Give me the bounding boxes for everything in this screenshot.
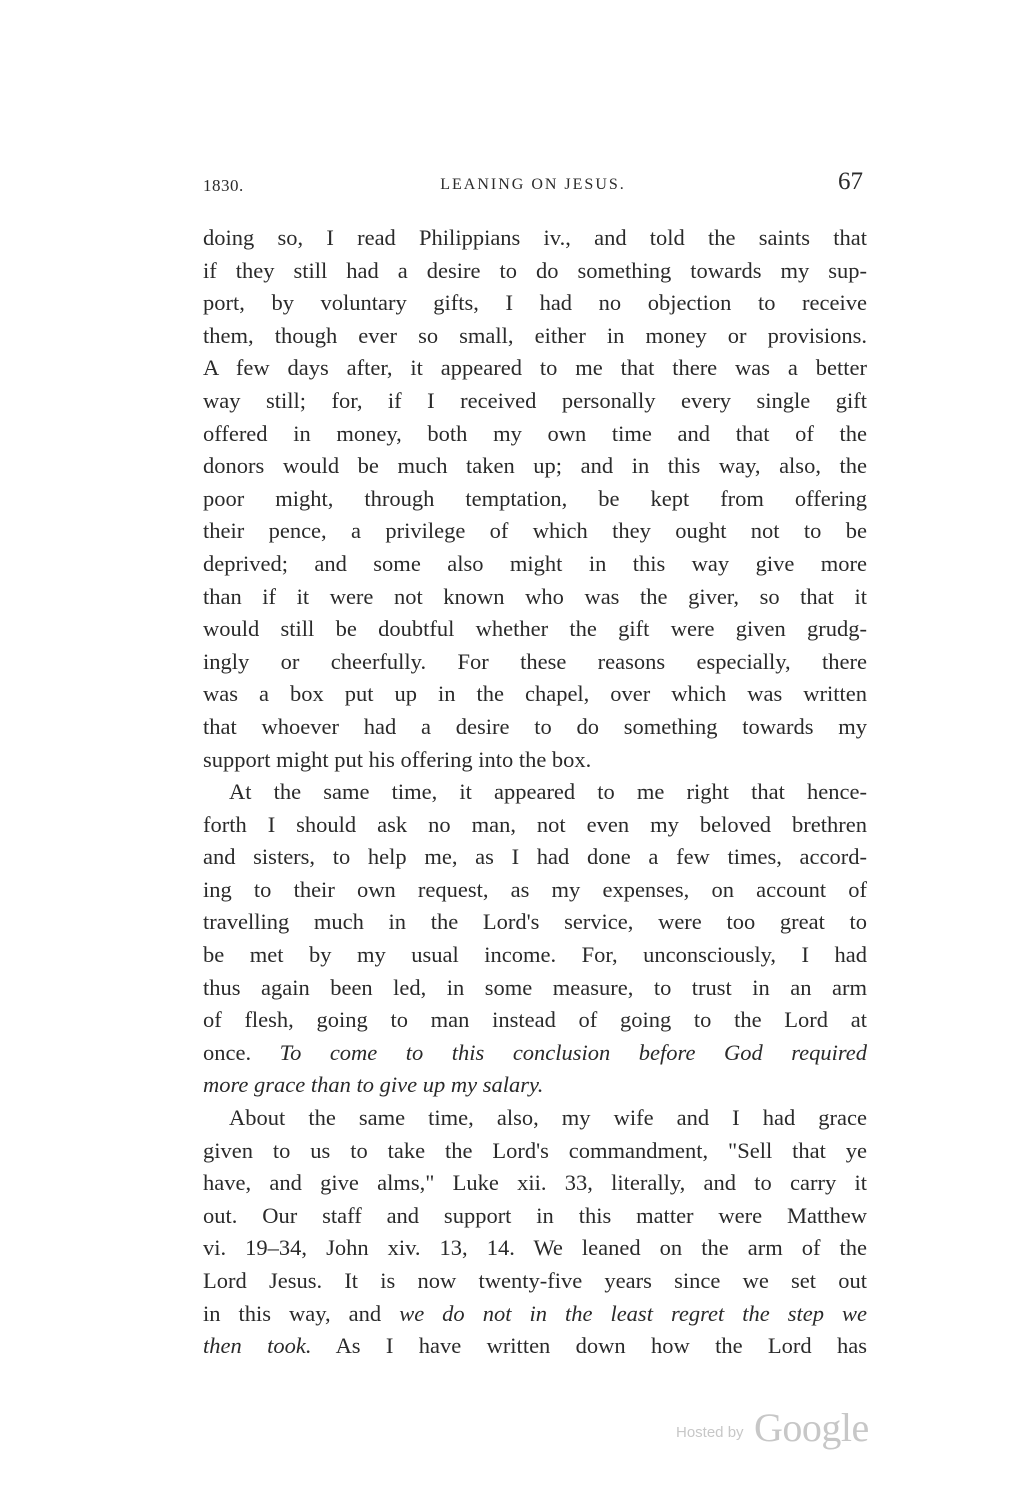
google-logo: Google bbox=[754, 1405, 869, 1450]
text-line-roman: them, though ever so small, either in money or provisions. bbox=[203, 322, 867, 348]
text-line-roman: once. bbox=[203, 1039, 252, 1065]
text-line-italic: we do not in the least regret the step we bbox=[399, 1300, 868, 1326]
text-line-roman: vi. 19–34, John xiv. 13, 14. We leaned on the arm of the bbox=[203, 1235, 867, 1261]
text-line-italic: then took. bbox=[203, 1333, 312, 1359]
text-line bbox=[203, 483, 867, 516]
text-line bbox=[203, 1135, 867, 1168]
text-line-roman: have, and give alms," Luke xii. 33, literally, and to carry it bbox=[203, 1170, 867, 1196]
text-line-roman: would still be doubtful whether the gift were given grudg- bbox=[203, 616, 867, 642]
text-line-roman: poor might, through temptation, be kept from offering bbox=[203, 485, 867, 511]
text-line-roman: out. Our staff and support in this matter were Matthew bbox=[203, 1202, 867, 1228]
text-line bbox=[203, 1298, 867, 1331]
text-line bbox=[203, 287, 867, 320]
text-line-roman: of flesh, going to man instead of going to the Lord at bbox=[203, 1007, 867, 1033]
text-line bbox=[203, 874, 867, 907]
text-line bbox=[203, 939, 867, 972]
text-line-italic: more grace than to give up my salary. bbox=[203, 1072, 544, 1098]
text-line bbox=[203, 1037, 867, 1070]
text-line bbox=[203, 255, 867, 288]
text-line-roman: offered in money, both my own time and that of the bbox=[203, 420, 867, 446]
text-line bbox=[203, 776, 867, 809]
text-line-roman: At the same time, it appeared to me right that hence- bbox=[229, 779, 867, 805]
text-line bbox=[203, 515, 867, 548]
text-line bbox=[203, 1004, 867, 1037]
running-head bbox=[203, 168, 863, 202]
text-line-roman: thus again been led, in some measure, to trust in an arm bbox=[203, 974, 867, 1000]
text-line-roman: way still; for, if I received personally every single gift bbox=[203, 387, 867, 413]
text-line bbox=[203, 646, 867, 679]
text-line-roman: ing to their own request, as my expenses, on account of bbox=[203, 876, 867, 902]
text-line bbox=[203, 1330, 867, 1363]
text-line-roman: and sisters, to help me, as I had done a few times, accord- bbox=[203, 844, 867, 870]
text-line-roman: About the same time, also, my wife and I had grace bbox=[229, 1105, 867, 1131]
text-line-roman: support might put his offering into the box. bbox=[203, 746, 592, 772]
text-line bbox=[203, 1102, 867, 1135]
text-line-roman: was a box put up in the chapel, over which was written bbox=[203, 681, 867, 707]
text-line bbox=[203, 1232, 867, 1265]
text-line-roman: Lord Jesus. It is now twenty-five years since we set out bbox=[203, 1268, 867, 1293]
text-line-roman: their pence, a privilege of which they ought not to be bbox=[203, 518, 867, 544]
running-head-title: LEANING ON JESUS. bbox=[440, 176, 626, 193]
text-line-roman: port, by voluntary gifts, I had no objection to receive bbox=[203, 290, 867, 316]
text-line-italic: To come to this conclusion before God required bbox=[279, 1039, 868, 1065]
text-line bbox=[203, 906, 867, 939]
body-text bbox=[203, 222, 867, 1363]
text-line-roman: travelling much in the Lord's service, were too great to bbox=[203, 909, 867, 935]
text-line-roman: be met by my usual income. For, unconsciously, I had bbox=[203, 942, 867, 968]
running-head-year: 1830. bbox=[203, 176, 244, 195]
hosted-by-label: Hosted by bbox=[676, 1424, 744, 1441]
text-line-roman: than if it were not known who was the giver, so that it bbox=[203, 583, 867, 609]
page-number: 67 bbox=[838, 168, 863, 195]
text-line bbox=[203, 841, 867, 874]
text-line bbox=[203, 1200, 867, 1233]
text-line bbox=[203, 613, 867, 646]
text-line bbox=[203, 450, 867, 483]
text-line-roman: deprived; and some also might in this way give more bbox=[203, 550, 867, 576]
text-line bbox=[203, 548, 867, 581]
text-line-roman: ingly or cheerfully. For these reasons especially, there bbox=[203, 648, 867, 674]
hosted-by-google-watermark bbox=[676, 1404, 886, 1454]
text-line bbox=[203, 744, 867, 777]
text-line-roman: if they still had a desire to do something towards my sup- bbox=[203, 257, 867, 283]
text-line bbox=[203, 222, 867, 255]
text-line bbox=[203, 418, 867, 451]
text-line-roman: A few days after, it appeared to me that there was a better bbox=[203, 355, 867, 381]
text-line bbox=[203, 352, 867, 385]
text-line bbox=[203, 1167, 867, 1200]
text-line bbox=[203, 1069, 867, 1102]
text-line-roman: in this way, and bbox=[203, 1300, 382, 1326]
text-line bbox=[203, 711, 867, 744]
text-line bbox=[203, 678, 867, 711]
text-line-roman: that whoever had a desire to do something towards my bbox=[203, 713, 867, 739]
text-line-roman: given to us to take the Lord's commandment, "Sell that ye bbox=[203, 1137, 867, 1163]
text-line-roman: As I have written down how the Lord has bbox=[335, 1333, 867, 1359]
text-line-roman: donors would be much taken up; and in this way, also, the bbox=[203, 453, 867, 479]
text-line bbox=[203, 809, 867, 842]
text-line bbox=[203, 385, 867, 418]
text-line bbox=[203, 1265, 867, 1298]
text-line-roman: doing so, I read Philippians iv., and told the saints that bbox=[203, 225, 867, 250]
text-line bbox=[203, 581, 867, 614]
text-line bbox=[203, 972, 867, 1005]
text-line-roman: forth I should ask no man, not even my beloved brethren bbox=[203, 811, 867, 837]
text-line bbox=[203, 320, 867, 353]
